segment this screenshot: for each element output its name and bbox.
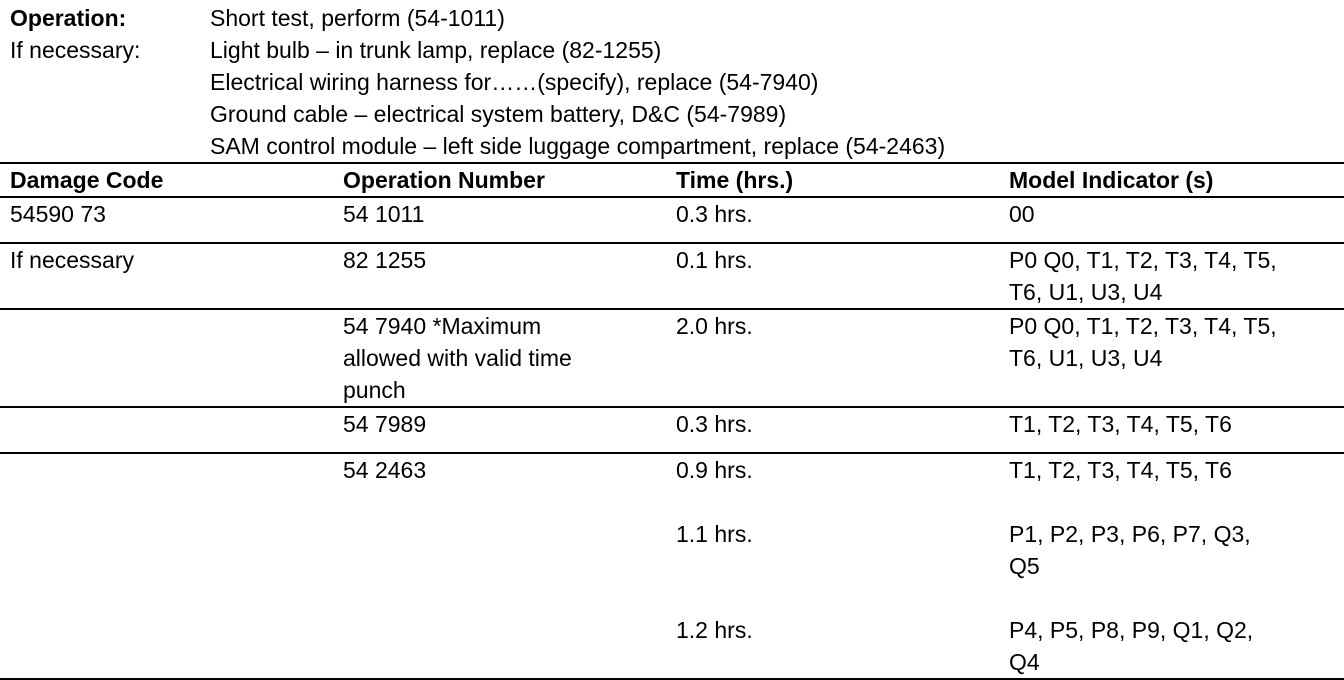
- model-indicator: 00: [1009, 201, 1035, 227]
- time-cell: [676, 244, 996, 276]
- model-indicator: T1, T2, T3, T4, T5, T6: [1009, 457, 1232, 483]
- if-necessary-item: Light bulb – in trunk lamp, replace (82-1255): [210, 37, 662, 63]
- operation-number-cell: [343, 244, 643, 276]
- time-cell: [676, 310, 996, 342]
- operation-number: 82 1255: [343, 247, 427, 273]
- table-row: [0, 452, 1344, 680]
- column-header-operation-number: Operation Number: [343, 167, 545, 193]
- model-indicator-cell: [1009, 198, 1339, 230]
- operation-number: 54 2463: [343, 457, 427, 483]
- model-indicator-cell: [1009, 310, 1339, 374]
- damage-code: [10, 454, 330, 486]
- damage-code: [10, 408, 330, 440]
- time-value: 2.0 hrs.: [676, 313, 753, 339]
- operation-number-cell: [343, 310, 643, 406]
- operation-header: [10, 2, 945, 162]
- operation-number: 54 1011: [343, 201, 425, 227]
- operation-number-cell: [343, 454, 643, 486]
- table-row: [0, 196, 1344, 242]
- time-value: 1.1 hrs.: [676, 521, 753, 547]
- if-necessary-row: [10, 130, 945, 162]
- operation-text: Short test, perform (54-1011): [210, 5, 505, 31]
- table-header-row: [0, 162, 1344, 196]
- model-indicator: T1, T2, T3, T4, T5, T6: [1009, 411, 1232, 437]
- model-indicator: P0 Q0, T1, T2, T3, T4, T5,: [1009, 247, 1277, 273]
- table-row: [0, 242, 1344, 308]
- time-value: 0.1 hrs.: [676, 247, 753, 273]
- model-indicator-cell: [1009, 244, 1339, 308]
- operation-row: [10, 2, 945, 34]
- label-spacer: [10, 98, 210, 130]
- time-value: 0.3 hrs.: [676, 201, 753, 227]
- model-indicator: Q4: [1009, 649, 1040, 675]
- damage-code-cell: [10, 454, 330, 486]
- column-header-model-indicator: Model Indicator (s): [1009, 167, 1214, 193]
- model-indicator: P4, P5, P8, P9, Q1, Q2,: [1009, 617, 1254, 643]
- time-cell: [676, 198, 996, 230]
- column-header-time: Time (hrs.): [676, 167, 794, 193]
- if-necessary-row: [10, 98, 945, 130]
- damage-code-cell: [10, 198, 330, 230]
- damage-code-cell: [10, 310, 330, 342]
- if-necessary-item: Ground cable – electrical system battery, D&C (54-7989): [210, 101, 787, 127]
- model-indicator-cell: [1009, 408, 1339, 440]
- time-value: 0.3 hrs.: [676, 411, 753, 437]
- if-necessary-label: If necessary:: [10, 37, 141, 63]
- damage-code-cell: [10, 244, 330, 276]
- if-necessary-row: [10, 34, 945, 66]
- operation-number-note: punch: [343, 377, 406, 403]
- damage-code: If necessary: [10, 247, 134, 273]
- time-cell: [676, 408, 996, 440]
- operation-label: Operation:: [10, 5, 127, 31]
- table-row: [0, 308, 1344, 406]
- operation-number: 54 7940 *Maximum: [343, 313, 542, 339]
- if-necessary-item: Electrical wiring harness for……(specify), replace (54-7940): [210, 69, 819, 95]
- damage-code: [10, 310, 330, 342]
- labor-time-table: [0, 162, 1344, 680]
- if-necessary-item: SAM control module – left side luggage compartment, replace (54-2463): [210, 133, 946, 159]
- if-necessary-row: [10, 66, 945, 98]
- operation-number-cell: [343, 408, 643, 440]
- label-spacer: [10, 66, 210, 98]
- operation-number-note: allowed with valid time: [343, 345, 572, 371]
- label-spacer: [10, 130, 210, 162]
- table-row: [0, 406, 1344, 452]
- damage-code-cell: [10, 408, 330, 440]
- model-indicator: P0 Q0, T1, T2, T3, T4, T5,: [1009, 313, 1277, 339]
- time-value: 0.9 hrs.: [676, 457, 753, 483]
- damage-code: 54590 73: [10, 201, 106, 227]
- time-value: 1.2 hrs.: [676, 617, 753, 643]
- column-header-damage-code: Damage Code: [10, 167, 164, 193]
- model-indicator: T6, U1, U3, U4: [1009, 345, 1163, 371]
- model-indicator: Q5: [1009, 553, 1040, 579]
- model-indicator: T6, U1, U3, U4: [1009, 279, 1163, 305]
- operation-number: 54 7989: [343, 411, 427, 437]
- operation-number-cell: [343, 198, 643, 230]
- model-indicator: P1, P2, P3, P6, P7, Q3,: [1009, 521, 1251, 547]
